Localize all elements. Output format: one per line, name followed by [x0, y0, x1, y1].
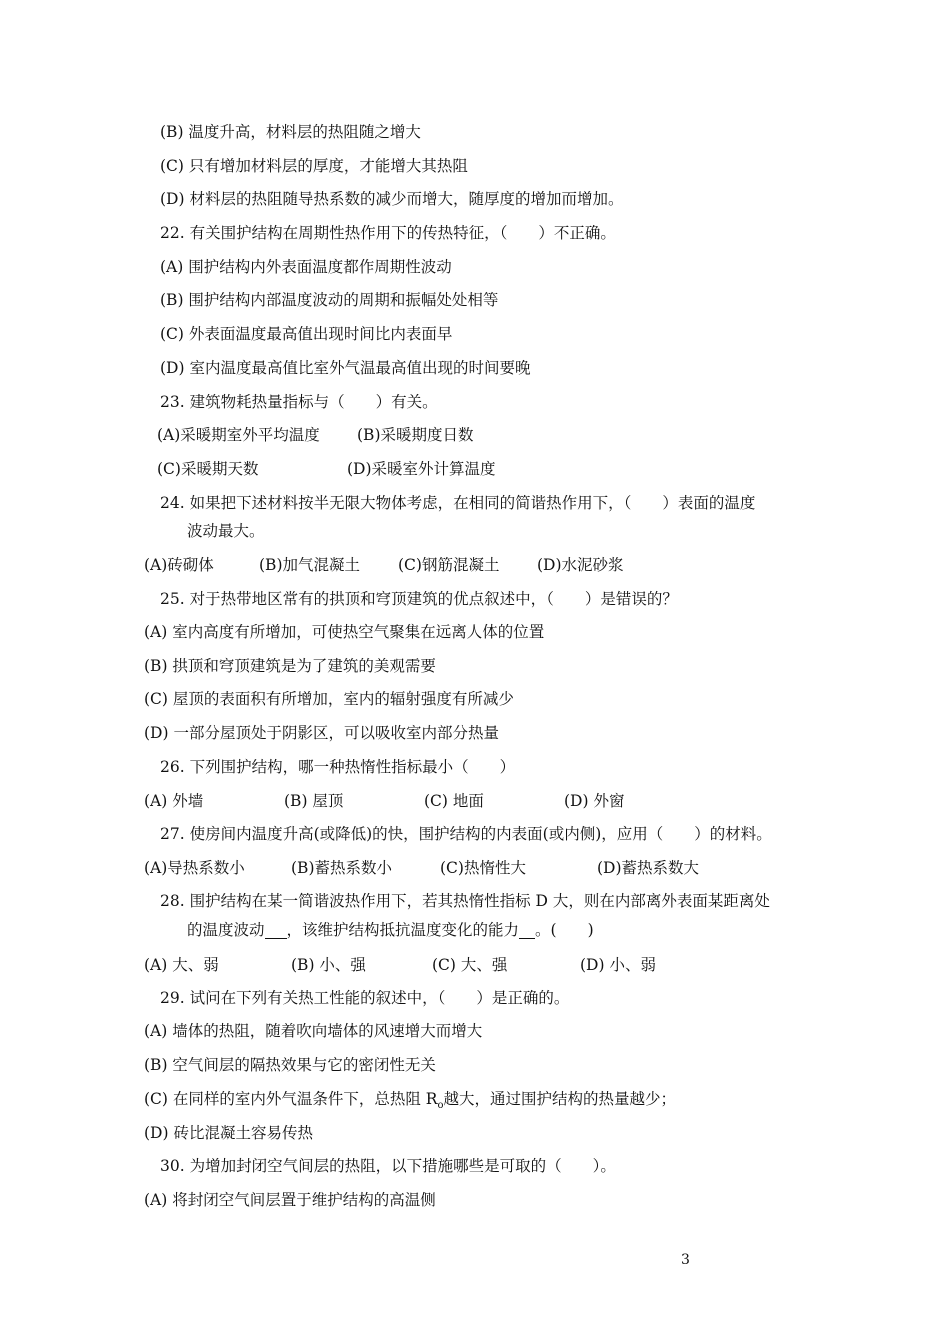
question-28-text-1: 的温度波动: [187, 921, 265, 939]
option-27b: (B)蓄热系数小: [291, 859, 392, 877]
option-26c: (C) 地面: [424, 792, 484, 810]
question-26: 26. 下列围护结构，哪一种热惰性指标最小（ ）: [160, 758, 516, 776]
option-28d: (D) 小、弱: [580, 956, 656, 974]
option-21c: (C) 只有增加材料层的厚度，才能增大其热阻: [160, 157, 468, 175]
option-27c: (C)热惰性大: [440, 859, 526, 877]
question-23: 23. 建筑物耗热量指标与（ ）有关。: [160, 393, 438, 411]
option-27d: (D)蓄热系数大: [597, 859, 700, 877]
question-24-continued: 波动最大。: [187, 522, 265, 540]
option-26d: (D) 外窗: [564, 792, 625, 810]
option-29c-text-1: (C) 在同样的室内外气温条件下，总热阻 R: [144, 1090, 438, 1108]
option-24a: (A)砖砌体: [144, 556, 214, 574]
question-29: 29. 试问在下列有关热工性能的叙述中，（ ）是正确的。: [160, 989, 570, 1007]
option-29c-text-2: 越大，通过围护结构的热量越少；: [443, 1090, 677, 1108]
option-25c: (C) 屋顶的表面积有所增加，室内的辐射强度有所减少: [144, 690, 514, 708]
question-22: 22. 有关围护结构在周期性热作用下的传热特征，（ ）不正确。: [160, 224, 616, 242]
option-29d: (D) 砖比混凝土容易传热: [144, 1124, 313, 1142]
option-23d: (D)采暖室外计算温度: [347, 460, 496, 478]
question-27: 27. 使房间内温度升高(或降低)的快，围护结构的内表面(或内侧)，应用（ ）的材料。: [160, 825, 772, 843]
option-24d: (D)水泥砂浆: [537, 556, 624, 574]
option-23c: (C)采暖期天数: [157, 460, 259, 478]
option-26b: (B) 屋顶: [284, 792, 344, 810]
option-28a: (A) 大、弱: [144, 956, 219, 974]
option-22a: (A) 围护结构内外表面温度都作周期性波动: [160, 258, 452, 276]
answer-blank-1: [265, 922, 287, 939]
question-25: 25. 对于热带地区常有的拱顶和穹顶建筑的优点叙述中，（ ）是错误的？: [160, 590, 678, 608]
option-28b: (B) 小、强: [291, 956, 366, 974]
question-30: 30. 为增加封闭空气间层的热阻，以下措施哪些是可取的（ ）。: [160, 1157, 616, 1175]
answer-blank-2: [519, 922, 535, 939]
option-22d: (D) 室内温度最高值比室外气温最高值出现的时间要晚: [160, 359, 531, 377]
question-28-text-3: 。( ): [535, 921, 594, 939]
option-25a: (A) 室内高度有所增加，可使热空气聚集在远离人体的位置: [144, 623, 545, 641]
option-25d: (D) 一部分屋顶处于阴影区，可以吸收室内部分热量: [144, 724, 499, 742]
subscript-o: o: [437, 1100, 444, 1112]
option-24c: (C)钢筋混凝土: [398, 556, 500, 574]
page-number: 3: [681, 1252, 690, 1268]
option-26a: (A) 外墙: [144, 792, 204, 810]
option-22b: (B) 围护结构内部温度波动的周期和振幅处处相等: [160, 291, 499, 309]
question-28-text-2: ，该维护结构抵抗温度变化的能力: [286, 921, 520, 939]
question-24: 24. 如果把下述材料按半无限大物体考虑，在相同的简谐热作用下，（ ）表面的温度: [160, 494, 756, 512]
option-29b: (B) 空气间层的隔热效果与它的密闭性无关: [144, 1056, 436, 1074]
option-23b: (B)采暖期度日数: [357, 426, 474, 444]
question-28: 28. 围护结构在某一简谐波热作用下，若其热惰性指标 D 大，则在内部离外表面某距离处: [160, 892, 770, 910]
option-30a: (A) 将封闭空气间层置于维护结构的高温侧: [144, 1191, 436, 1209]
option-29a: (A) 墙体的热阻，随着吹向墙体的风速增大而增大: [144, 1022, 483, 1040]
option-23a: (A)采暖期室外平均温度: [157, 426, 320, 444]
question-28-continued: [187, 920, 594, 940]
option-21d: (D) 材料层的热阻随导热系数的减少而增大，随厚度的增加而增加。: [160, 190, 624, 208]
option-21b: (B) 温度升高，材料层的热阻随之增大: [160, 123, 421, 141]
option-25b: (B) 拱顶和穹顶建筑是为了建筑的美观需要: [144, 657, 436, 675]
option-27a: (A)导热系数小: [144, 859, 245, 877]
option-29c: [144, 1089, 676, 1116]
option-24b: (B)加气混凝土: [259, 556, 360, 574]
option-22c: (C) 外表面温度最高值出现时间比内表面早: [160, 325, 453, 343]
option-28c: (C) 大、强: [432, 956, 508, 974]
